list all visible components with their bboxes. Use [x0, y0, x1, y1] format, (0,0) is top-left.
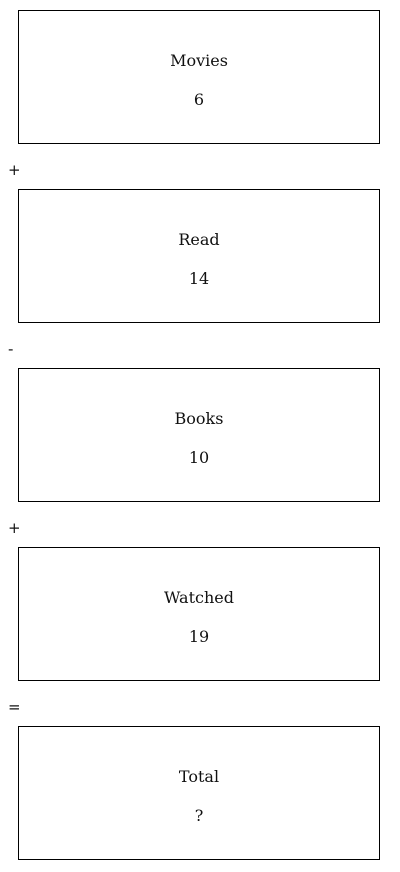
card-label: Books	[174, 409, 224, 428]
card-label: Read	[178, 230, 220, 249]
card-value: ?	[194, 806, 204, 825]
card-label: Total	[178, 767, 220, 786]
card-movies	[18, 10, 380, 144]
card-label: Watched	[164, 588, 234, 607]
card-label: Movies	[170, 51, 228, 70]
card-value: 10	[188, 448, 210, 467]
card-read	[18, 189, 380, 323]
operator-plus: +	[8, 519, 21, 537]
operator-minus: -	[8, 340, 14, 358]
card-books	[18, 368, 380, 502]
card-watched	[18, 547, 380, 681]
operator-plus: +	[8, 161, 21, 179]
operator-equals: =	[8, 698, 21, 716]
card-value: 19	[188, 627, 210, 646]
card-total	[18, 726, 380, 860]
card-value: 14	[188, 269, 210, 288]
card-value: 6	[193, 90, 205, 109]
